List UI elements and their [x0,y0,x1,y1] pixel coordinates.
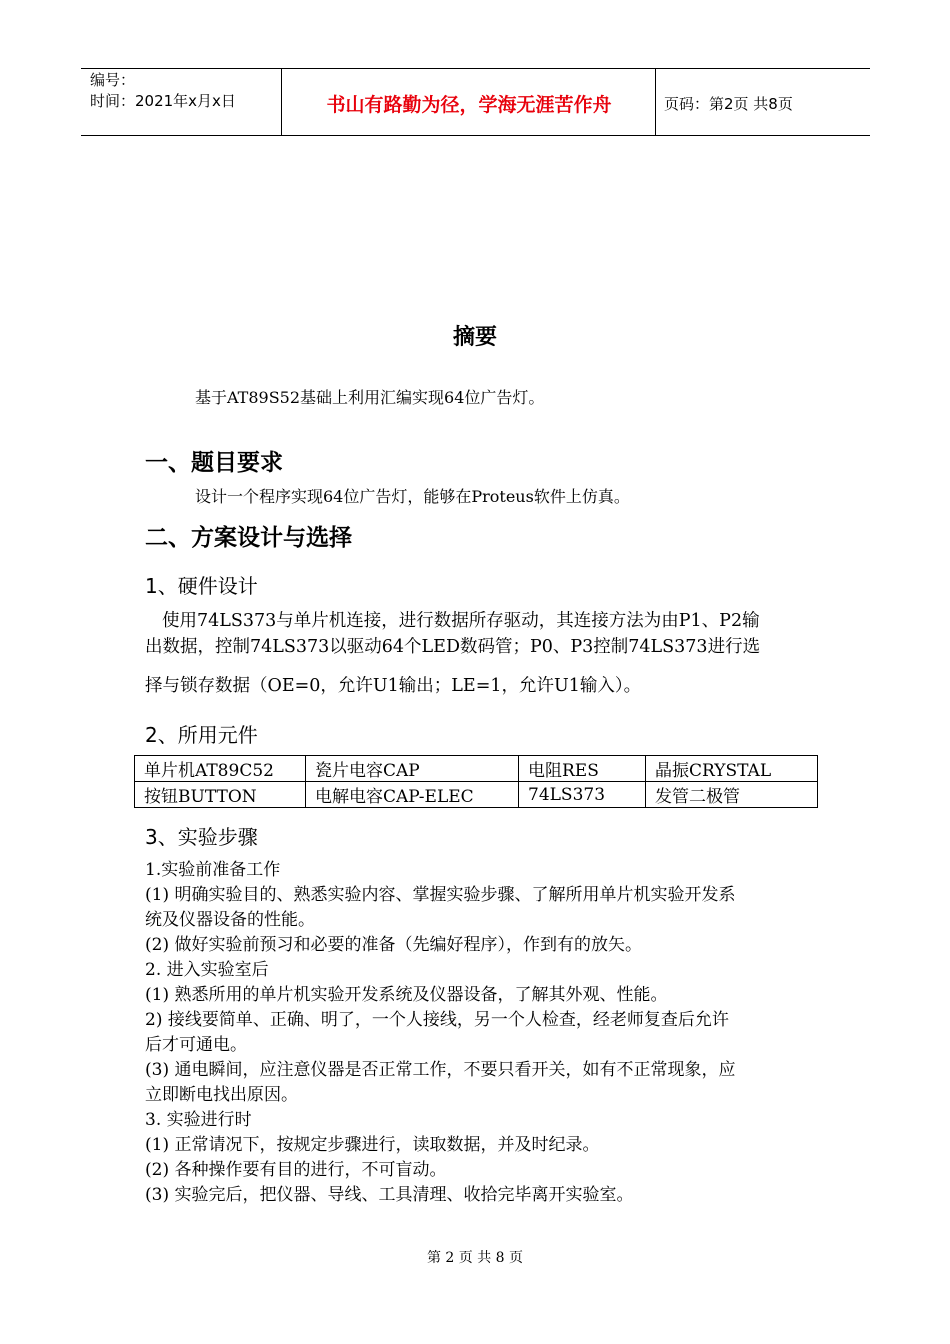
list-item: 3. 实验进行时 [145,1110,252,1130]
list-item: (1) 正常请况下，按规定步骤进行，读取数据，并及时纪录。 [145,1135,600,1155]
components-table [134,755,818,808]
hardware-line-3: 择与锁存数据（OE=0，允许U1输出；LE=1，允许U1输入）。 [145,676,642,696]
list-item: 立即断电找出原因。 [145,1085,298,1105]
table-cell: 单片机AT89C52 [135,756,306,782]
table-row [135,782,818,808]
list-item: 后才可通电。 [145,1035,247,1055]
table-cell: 按钮BUTTON [135,782,306,808]
list-item: (2) 做好实验前预习和必要的准备（先编好程序），作到有的放矢。 [145,935,642,955]
steps-list [145,858,815,1208]
list-item: 1.实验前准备工作 [145,860,281,880]
page-footer: 第 2 页 共 8 页 [426,1250,524,1266]
time-label: 时间：2021年x月x日 [90,92,236,110]
table-cell: 发管二极管 [646,782,818,808]
list-item: (1) 熟悉所用的单片机实验开发系统及仪器设备，了解其外观、性能。 [145,985,668,1005]
list-item: (3) 通电瞬间，应注意仪器是否正常工作，不要只看开关，如有不正常现象，应 [145,1060,736,1080]
table-cell: 电阻RES [519,756,646,782]
header-bottom-rule [81,135,870,136]
hardware-line-2: 出数据，控制74LS373以驱动64个LED数码管；P0、P3控制74LS373进行选 [145,637,761,657]
list-item: 2) 接线要简单、正确、明了，一个人接线，另一个人检查，经老师复查后允许 [145,1010,729,1030]
list-item: 统及仪器设备的性能。 [145,910,315,930]
list-item: 2. 进入实验室后 [145,960,269,980]
table-cell: 电解电容CAP-ELEC [306,782,519,808]
steps-heading: 3、实验步骤 [145,825,258,849]
table-cell: 晶振CRYSTAL [646,756,818,782]
header-divider-right [655,68,656,136]
hardware-heading: 1、硬件设计 [145,574,258,598]
list-item: (2) 各种操作要有目的进行，不可盲动。 [145,1160,447,1180]
components-heading: 2、所用元件 [145,723,258,747]
section-2-heading: 二、方案设计与选择 [145,525,352,551]
section-1-text: 设计一个程序实现64位广告灯，能够在Proteus软件上仿真。 [195,487,630,506]
header-motto: 书山有路勤为径，学海无涯苦作舟 [326,94,612,116]
page-title: 摘要 [452,325,497,350]
header-meta [90,70,236,112]
header-top-rule [81,68,870,69]
header-divider-left [281,68,282,136]
list-item: (3) 实验完后，把仪器、导线、工具清理、收拾完毕离开实验室。 [145,1185,634,1205]
header-page-info: 页码：第2页 共8页 [664,95,793,113]
table-row [135,756,818,782]
hardware-line-1: 使用74LS373与单片机连接，进行数据所存驱动，其连接方法为由P1、P2输 [162,611,760,631]
abstract-text: 基于AT89S52基础上利用汇编实现64位广告灯。 [195,388,545,407]
list-item: (1) 明确实验目的、熟悉实验内容、掌握实验步骤、了解所用单片机实验开发系 [145,885,736,905]
section-1-heading: 一、题目要求 [145,450,283,476]
table-cell: 74LS373 [519,782,646,808]
number-label: 编号： [90,71,136,89]
table-cell: 瓷片电容CAP [306,756,519,782]
